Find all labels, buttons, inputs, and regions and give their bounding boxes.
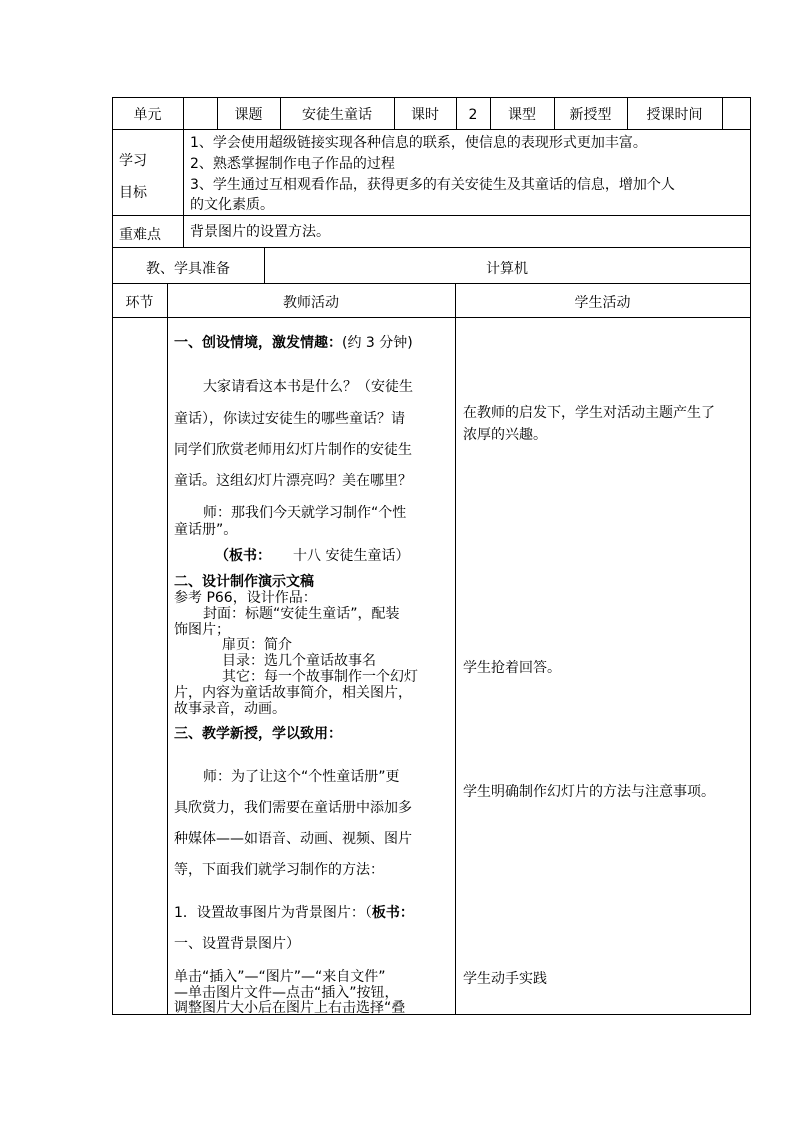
teacher-text-line: 童话），你读过安徒生的哪些童话？请 — [174, 411, 405, 427]
teacher-text-line: 一、设置背景图片） — [174, 936, 300, 952]
teacher-text-line: 单击“插入”—“图片”—“来自文件” — [174, 969, 386, 985]
tools-value: 计算机 — [486, 261, 528, 277]
section-1-heading — [174, 332, 413, 352]
topic-label: 课题 — [234, 107, 263, 123]
goals-line: 的文化素质。 — [190, 197, 274, 213]
grid-line — [112, 97, 113, 1014]
goals-label-line1: 学习 — [119, 153, 147, 169]
type-label: 课型 — [508, 107, 536, 123]
teacher-text-line: 调整图片大小后在图片上右击选择“叠 — [174, 1000, 406, 1016]
grid-line — [112, 247, 751, 248]
teacher-text-line: 参考 P66，设计作品： — [174, 590, 317, 606]
student-column-header: 学生活动 — [574, 295, 631, 311]
board-label: （板书： — [215, 548, 271, 564]
student-activity-line: 学生抢着回答。 — [463, 660, 561, 676]
teacher-text-line: 扉页：简介 — [222, 637, 292, 653]
teacher-text-line: 师：那我们今天就学习制作“个性 — [203, 505, 407, 521]
teacher-text-line: —单击图片文件—点击“插入”按钮， — [174, 985, 399, 1001]
hours-label: 课时 — [411, 107, 439, 123]
goals-line: 1、学会使用超级链接实现各种信息的联系，使信息的表现形式更加丰富。 — [190, 135, 647, 151]
grid-line — [455, 283, 456, 1014]
teacher-column-header: 教师活动 — [283, 295, 339, 311]
teacher-text-line: 童话。这组幻灯片漂亮吗？美在哪里？ — [174, 473, 412, 489]
teacher-text-line: 师：为了让这个“个性童话册”更 — [203, 769, 400, 785]
key-points-label: 重难点 — [119, 227, 161, 243]
section-1-title: 一、创设情境，激发情趣： — [174, 335, 342, 351]
teacher-text-line: 等，下面我们就学习制作的方法： — [174, 862, 384, 878]
teacher-text-line: 种媒体——如语音、动画、视频、图片 — [174, 831, 412, 847]
grid-line — [112, 317, 751, 318]
section-1-time: (约 3 分钟) — [342, 335, 413, 351]
section-3-item-1 — [174, 902, 414, 922]
unit-label: 单元 — [133, 107, 162, 123]
teacher-text-line: 童话册”。 — [174, 522, 238, 538]
teacher-text-line: 故事录音，动画。 — [174, 701, 286, 717]
student-activity-line: 学生动手实践 — [463, 971, 547, 987]
section-2-heading: 二、设计制作演示文稿 — [174, 574, 314, 590]
teacher-text-line: 封面：标题“安徒生童话”，配装 — [203, 606, 400, 622]
grid-line — [750, 97, 751, 1014]
section-3-heading: 三、教学新授，学以致用： — [174, 726, 342, 742]
student-activity-line: 学生明确制作幻灯片的方法与注意事项。 — [463, 784, 715, 800]
key-points-value: 背景图片的设置方法。 — [190, 224, 330, 240]
time-label: 授课时间 — [646, 107, 703, 123]
board-value: 十八 安徒生童话） — [293, 548, 410, 564]
teacher-text-line: 饰图片； — [174, 622, 230, 638]
teacher-text-line: 具欣赏力，我们需要在童话册中添加多 — [174, 800, 412, 816]
grid-line — [183, 97, 184, 129]
board-label: 板书： — [371, 905, 414, 921]
grid-line — [183, 129, 184, 247]
teacher-text-line: 目录：选几个童话故事名 — [222, 653, 376, 669]
teacher-text-line: 片，内容为童话故事简介，相关图片， — [174, 685, 412, 701]
grid-line — [112, 215, 751, 216]
grid-line — [112, 97, 751, 98]
grid-line — [112, 129, 751, 130]
tools-label: 教、学具准备 — [146, 261, 230, 277]
teacher-text-line: 其它：每一个故事制作一个幻灯 — [222, 669, 418, 685]
teacher-text-line: 大家请看这本书是什么？（安徒生 — [203, 379, 413, 395]
item-1-text: 1．设置故事图片为背景图片：（ — [174, 905, 372, 921]
goals-line: 2、熟悉掌握制作电子作品的过程 — [190, 156, 395, 172]
teacher-text-line: 同学们欣赏老师用幻灯片制作的安徒生 — [174, 442, 412, 458]
grid-line — [112, 283, 751, 284]
stage-column-header: 环节 — [125, 295, 154, 311]
grid-line — [722, 97, 723, 129]
hours-value: 2 — [468, 107, 478, 123]
type-value: 新授型 — [569, 107, 612, 123]
student-activity-line: 浓厚的兴趣。 — [463, 427, 547, 443]
board-note-1 — [215, 545, 409, 565]
student-activity-line: 在教师的启发下，学生对活动主题产生了 — [463, 405, 715, 421]
goals-line: 3、学生通过互相观看作品，获得更多的有关安徒生及其童话的信息，增加个人 — [190, 177, 675, 193]
topic-value: 安徒生童话 — [302, 107, 372, 123]
goals-label-line2: 目标 — [119, 185, 147, 201]
grid-line — [167, 283, 168, 1014]
